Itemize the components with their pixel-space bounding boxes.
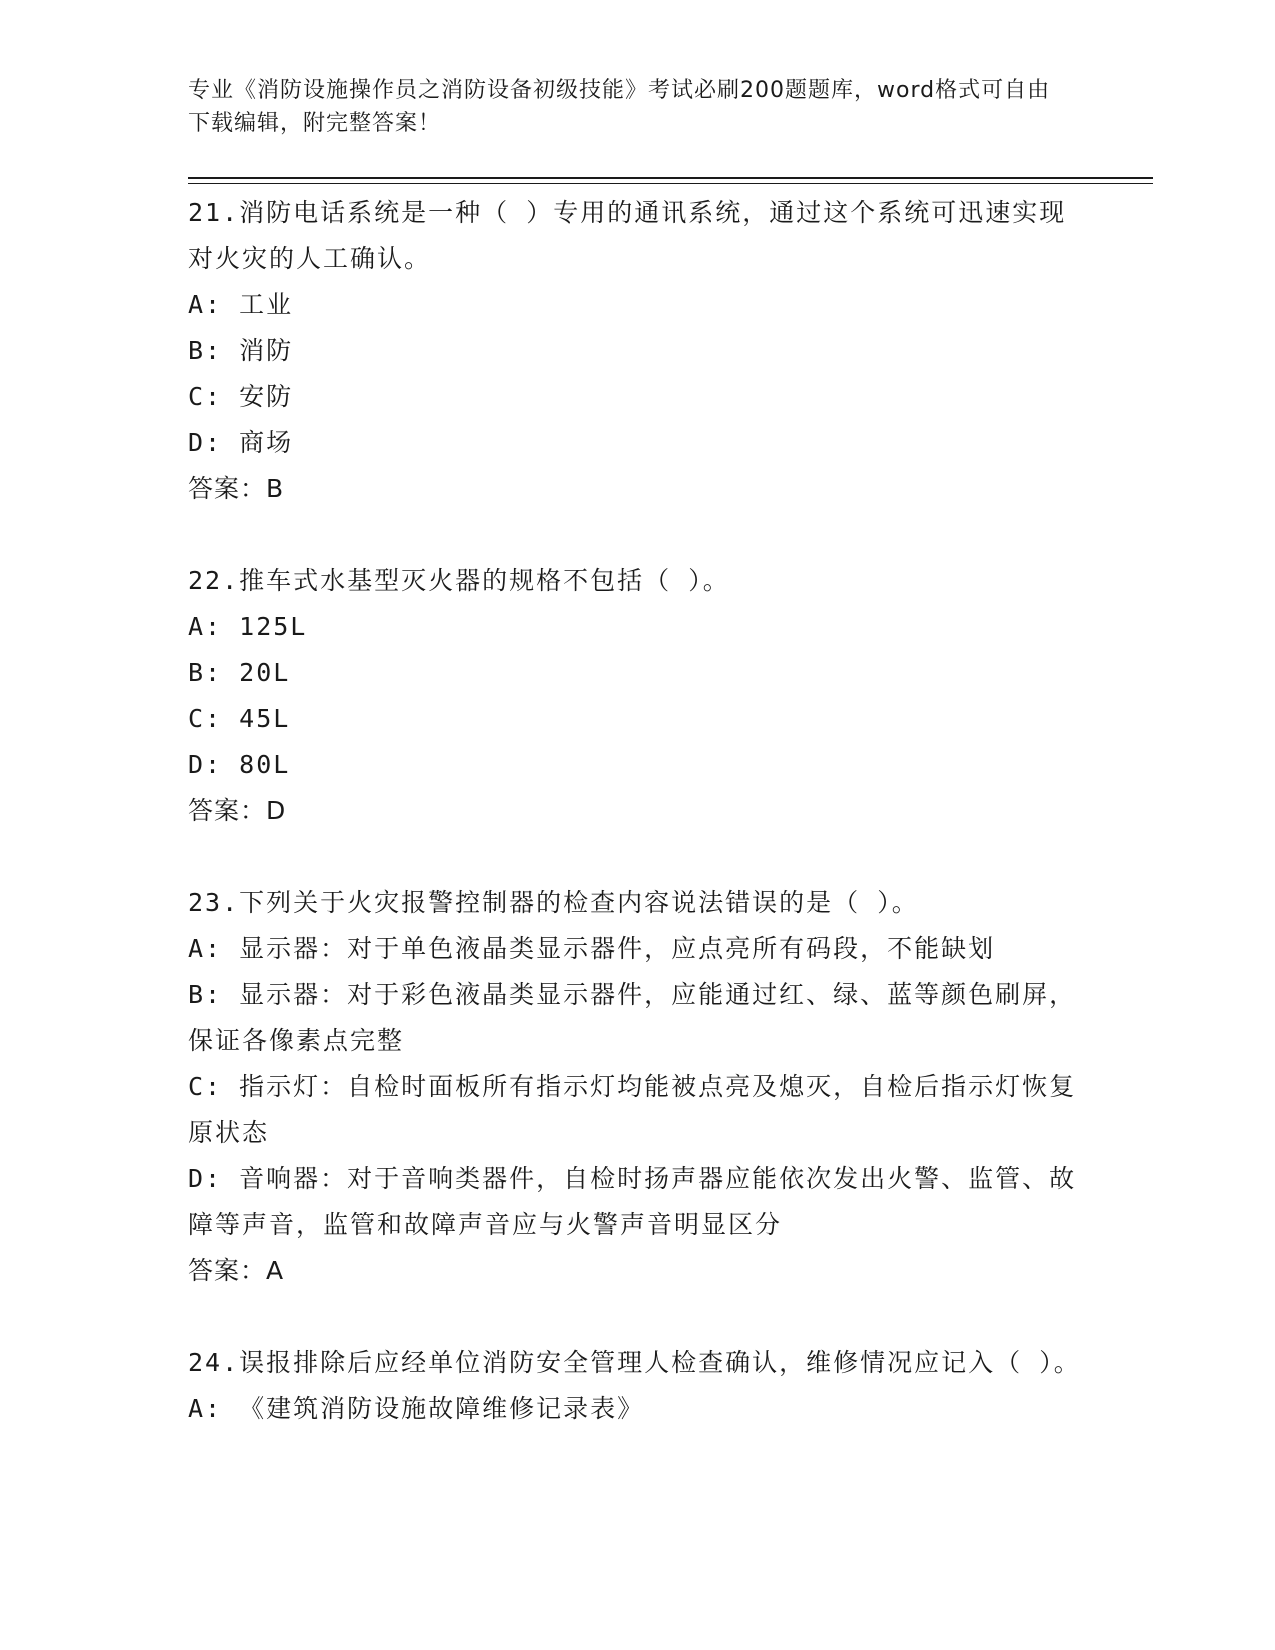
question-21 <box>188 190 1088 512</box>
question-stem: 21.消防电话系统是一种（ ）专用的通讯系统，通过这个系统可迅速实现对火灾的人工确认。 <box>188 198 1067 273</box>
answer: 答案：A <box>188 1256 285 1285</box>
question-stem: 23.下列关于火灾报警控制器的检查内容说法错误的是（ ）。 <box>188 888 919 917</box>
document-header: 专业《消防设施操作员之消防设备初级技能》考试必刷200题题库，word格式可自由下载编辑，附完整答案！ <box>188 78 1051 136</box>
option-b: B: 显示器：对于彩色液晶类显示器件，应能通过红、绿、蓝等颜色刷屏，保证各像素点完整 <box>188 980 1077 1055</box>
option-c: C: 安防 <box>188 382 294 411</box>
option-d: D: 80L <box>188 750 291 779</box>
question-22 <box>188 558 1088 834</box>
question-23 <box>188 880 1088 1294</box>
option-d: D: 音响器：对于音响类器件，自检时扬声器应能依次发出火警、监管、故障等声音，监管和故障声音应与火警声音明显区分 <box>188 1164 1077 1239</box>
question-24 <box>188 1340 1088 1432</box>
question-list <box>188 190 1088 1478</box>
option-b: B: 消防 <box>188 336 294 365</box>
option-c: C: 指示灯：自检时面板所有指示灯均能被点亮及熄灭，自检后指示灯恢复原状态 <box>188 1072 1077 1147</box>
option-a: A: 125L <box>188 612 308 641</box>
question-stem: 24.误报排除后应经单位消防安全管理人检查确认，维修情况应记入（ ）。 <box>188 1348 1081 1377</box>
answer: 答案：D <box>188 796 287 825</box>
option-b: B: 20L <box>188 658 291 687</box>
option-a: A: 工业 <box>188 290 294 319</box>
header-divider-thin <box>188 183 1153 184</box>
header-divider-thick <box>188 177 1153 179</box>
answer: 答案：B <box>188 474 285 503</box>
option-a: A: 《建筑消防设施故障维修记录表》 <box>188 1394 645 1423</box>
option-d: D: 商场 <box>188 428 294 457</box>
option-a: A: 显示器：对于单色液晶类显示器件，应点亮所有码段，不能缺划 <box>188 934 996 963</box>
option-c: C: 45L <box>188 704 291 733</box>
question-stem: 22.推车式水基型灭火器的规格不包括（ ）。 <box>188 566 730 595</box>
